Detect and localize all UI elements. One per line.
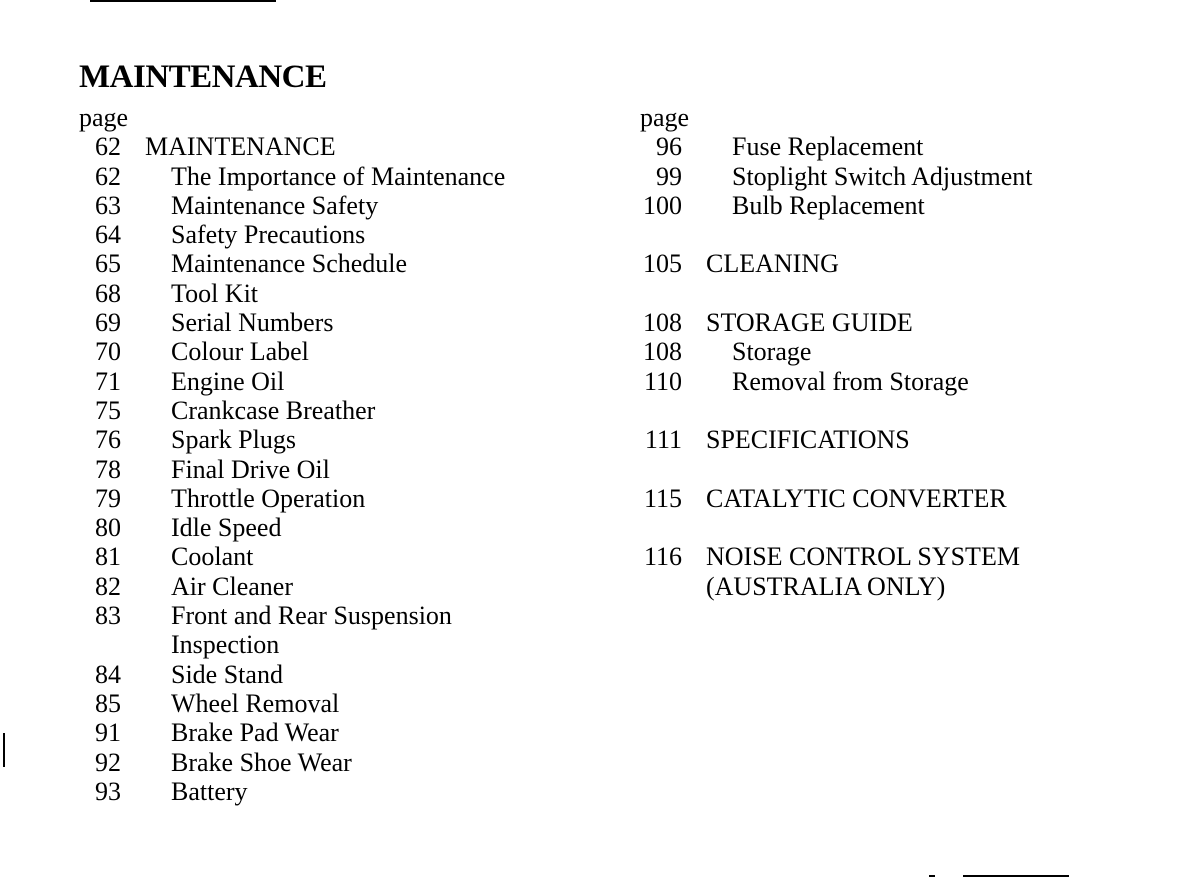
left-margin-mark — [3, 733, 5, 767]
toc-entry[interactable] — [640, 249, 1180, 278]
toc-entry[interactable] — [79, 660, 599, 689]
toc-left-list — [79, 132, 599, 806]
toc-entry[interactable] — [79, 455, 599, 484]
toc-entry-title: Spark Plugs — [171, 425, 296, 455]
toc-entry-title: Inspection — [171, 630, 280, 660]
toc-page-number: 75 — [95, 395, 121, 425]
toc-page-number: 108 — [643, 337, 682, 367]
toc-entry[interactable] — [79, 542, 599, 571]
toc-right-list — [640, 132, 1180, 601]
toc-entry[interactable] — [79, 162, 599, 191]
toc-entry-title: Front and Rear Suspension — [171, 601, 452, 631]
toc-entry[interactable] — [79, 337, 599, 366]
page-title: MAINTENANCE — [79, 59, 327, 95]
toc-entry-title: Engine Oil — [171, 366, 285, 396]
toc-page-number: 111 — [644, 425, 682, 455]
toc-entry-title: Brake Pad Wear — [171, 718, 339, 748]
toc-entry-title: (AUSTRALIA ONLY) — [706, 571, 946, 601]
toc-entry-title: Tool Kit — [171, 278, 259, 308]
toc-page-number: 82 — [95, 571, 121, 601]
toc-entry[interactable] — [79, 748, 599, 777]
toc-entry[interactable] — [640, 337, 1180, 366]
toc-page-number: 92 — [95, 747, 121, 777]
toc-right-column — [640, 103, 1180, 601]
toc-page-number: 65 — [95, 249, 121, 279]
toc-page-number: 115 — [643, 483, 682, 513]
toc-page-number: 76 — [95, 425, 121, 455]
toc-entry-title: Maintenance Safety — [171, 190, 379, 220]
toc-entry[interactable] — [640, 367, 1180, 396]
toc-page-number: 70 — [95, 337, 121, 367]
toc-page-number: 63 — [95, 190, 121, 220]
toc-page-number: 71 — [95, 366, 121, 396]
toc-entry-title: NOISE CONTROL SYSTEM — [706, 542, 1020, 572]
toc-entry[interactable] — [79, 220, 599, 249]
toc-page-number: 62 — [95, 132, 121, 162]
toc-entry[interactable] — [79, 689, 599, 718]
toc-page-number: 99 — [656, 161, 682, 191]
toc-entry[interactable] — [640, 425, 1180, 454]
toc-entry[interactable] — [640, 162, 1180, 191]
toc-entry-title: Stoplight Switch Adjustment — [732, 161, 1033, 191]
toc-page-number: 91 — [95, 718, 121, 748]
toc-page-number: 85 — [95, 688, 121, 718]
toc-entry-title: Fuse Replacement — [732, 132, 924, 162]
toc-entry[interactable] — [79, 425, 599, 454]
toc-entry[interactable] — [79, 777, 599, 806]
toc-page-number: 81 — [95, 542, 121, 572]
toc-entry[interactable] — [79, 249, 599, 278]
toc-page-number: 116 — [643, 542, 682, 572]
toc-entry-title: Crankcase Breather — [171, 395, 376, 425]
toc-page-number: 93 — [95, 776, 121, 806]
toc-page-number: 68 — [95, 278, 121, 308]
toc-entry-title: Air Cleaner — [171, 571, 294, 601]
toc-page-number: 108 — [643, 308, 682, 338]
toc-entry[interactable] — [79, 484, 599, 513]
toc-entry[interactable] — [640, 542, 1180, 571]
toc-page-number: 100 — [643, 190, 682, 220]
toc-entry-title: Final Drive Oil — [171, 454, 330, 484]
toc-entry[interactable] — [79, 308, 599, 337]
toc-entry-title: Brake Shoe Wear — [171, 747, 352, 777]
toc-entry[interactable] — [79, 572, 599, 601]
toc-entry[interactable] — [79, 718, 599, 747]
toc-page-number: 64 — [95, 220, 121, 250]
toc-entry-title: Removal from Storage — [732, 366, 969, 396]
toc-entry-title: CLEANING — [706, 249, 839, 279]
toc-left-column — [79, 103, 599, 806]
toc-entry-title: SPECIFICATIONS — [706, 425, 910, 455]
toc-entry[interactable] — [640, 572, 1180, 601]
toc-entry[interactable] — [79, 367, 599, 396]
toc-entry-title: Storage — [732, 337, 812, 367]
toc-entry[interactable] — [79, 191, 599, 220]
toc-page-number: 96 — [656, 132, 682, 162]
toc-entry-title: Bulb Replacement — [732, 190, 925, 220]
toc-entry-title: Idle Speed — [171, 513, 282, 543]
page-column-label: page — [640, 103, 690, 132]
toc-entry-title: Safety Precautions — [171, 220, 366, 250]
toc-entry-title: Serial Numbers — [171, 308, 334, 338]
toc-page-number: 80 — [95, 513, 121, 543]
toc-entry[interactable] — [79, 513, 599, 542]
toc-entry[interactable] — [640, 191, 1180, 220]
toc-page-number: 69 — [95, 308, 121, 338]
toc-entry[interactable] — [79, 601, 599, 630]
toc-page-number: 105 — [643, 249, 682, 279]
toc-entry-title: Throttle Operation — [171, 483, 366, 513]
toc-entry-title: Battery — [171, 776, 248, 806]
toc-entry-title: Maintenance Schedule — [171, 249, 408, 279]
toc-entry[interactable] — [640, 308, 1180, 337]
toc-page-number: 79 — [95, 483, 121, 513]
toc-page-number: 84 — [95, 659, 121, 689]
toc-entry[interactable] — [79, 132, 599, 161]
toc-page-number: 62 — [95, 161, 121, 191]
toc-entry-title: Colour Label — [171, 337, 309, 367]
toc-entry-title: Coolant — [171, 542, 254, 572]
page-column-label: page — [79, 103, 129, 132]
toc-page-number: 110 — [643, 366, 682, 396]
toc-entry[interactable] — [79, 396, 599, 425]
toc-page-number: 78 — [95, 454, 121, 484]
toc-entry-title: MAINTENANCE — [145, 132, 336, 162]
toc-entry[interactable] — [79, 630, 599, 659]
toc-entry[interactable] — [640, 132, 1180, 161]
toc-entry-title: CATALYTIC CONVERTER — [706, 483, 1007, 513]
toc-entry-title: Wheel Removal — [171, 688, 340, 718]
top-rule-line — [90, 0, 276, 2]
toc-page-number: 83 — [95, 601, 121, 631]
toc-entry-title: The Importance of Maintenance — [171, 161, 506, 191]
toc-entry[interactable] — [640, 484, 1180, 513]
toc-entry[interactable] — [79, 279, 599, 308]
toc-entry-title: Side Stand — [171, 659, 283, 689]
toc-entry-title: STORAGE GUIDE — [706, 308, 913, 338]
